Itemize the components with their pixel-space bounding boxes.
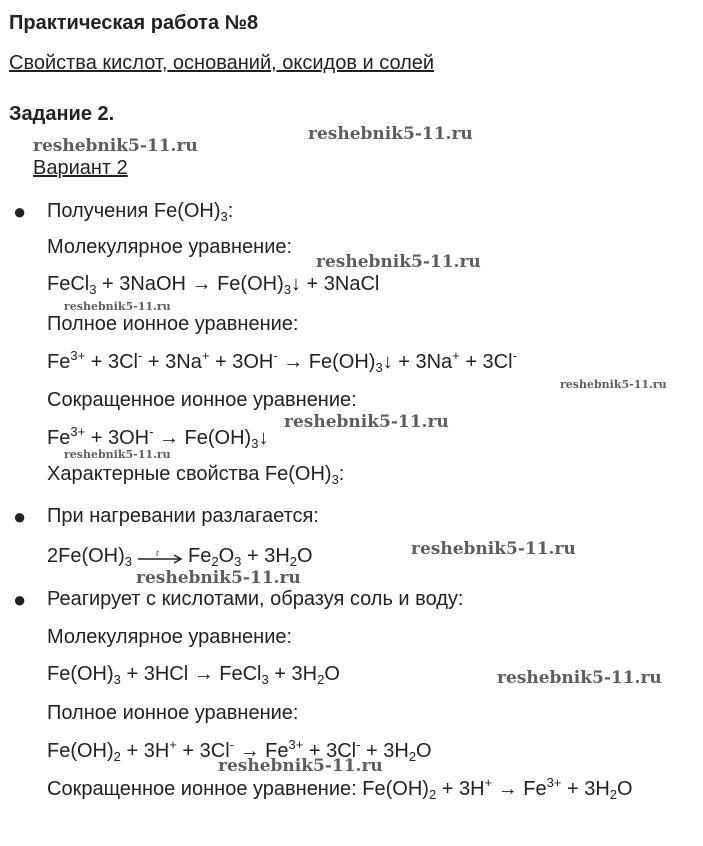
bullet-marker: ●	[13, 504, 27, 529]
page-title: Практическая работа №8	[9, 12, 259, 34]
section3-text: Реагирует с кислотами, образуя соль и воду:	[47, 588, 464, 610]
watermark: reshebnik5-11.ru	[64, 300, 171, 313]
task-heading: Задание 2.	[9, 103, 115, 125]
watermark: reshebnik5-11.ru	[33, 136, 198, 156]
section1-heading: Получения $Fe(OH)_3$:	[47, 200, 234, 224]
section2-text: При нагревании разлагается:	[47, 505, 319, 527]
section1-mol-equation: FeCl$_3$ + 3NaOH → $Fe(OH)_3↓$ + 3NaCl	[47, 273, 380, 297]
svg-text:t: t	[156, 549, 159, 558]
bullet-marker: ●	[13, 199, 27, 224]
section1-short-label: Сокращенное ионное уравнение:	[47, 389, 357, 411]
watermark: reshebnik5-11.ru	[308, 124, 473, 144]
watermark: reshebnik5-11.ru	[316, 252, 481, 272]
variant-label: Вариант 2	[33, 157, 128, 179]
section3-full-label: Полное ионное уравнение:	[47, 702, 299, 724]
watermark: reshebnik5-11.ru	[218, 756, 383, 776]
heat-arrow-icon	[136, 550, 184, 564]
section3-full-equation: $Fe(OH)_2 + 3H^+ + 3Cl^- \to Fe^{3+} + 3Cl^- + 3H_2O$	[47, 737, 432, 764]
section3-mol-label: Молекулярное уравнение:	[47, 626, 293, 648]
watermark: reshebnik5-11.ru	[284, 412, 449, 432]
section1-mol-label: Молекулярное уравнение:	[47, 236, 293, 258]
watermark: reshebnik5-11.ru	[64, 448, 171, 461]
watermark: reshebnik5-11.ru	[560, 378, 667, 391]
watermark: reshebnik5-11.ru	[136, 568, 301, 588]
section1-short-equation: $Fe^{3+} + 3OH^-$ → $Fe(OH)_3↓$	[47, 424, 269, 451]
section3-short-line: Сокращенное ионное уравнение: $Fe(OH)_2 + 3H^+ \to Fe^{3+} + 3H_2O$	[47, 775, 633, 802]
watermark: reshebnik5-11.ru	[497, 668, 662, 688]
section1-full-label: Полное ионное уравнение:	[47, 313, 299, 335]
page-subtitle: Свойства кислот, оснований, оксидов и солей	[9, 52, 435, 74]
section3-short-label: Сокращенное ионное уравнение:	[47, 778, 357, 800]
section1-full-equation: $Fe^{3+} + 3Cl^- + 3Na^+ + 3OH^-$ → $Fe(OH)_3↓ + 3Na^+ + 3Cl^-$	[47, 348, 517, 375]
section1-props-label: Характерные свойства $Fe(OH)_3$:	[47, 463, 345, 487]
section3-mol-equation: $Fe(OH)_3 + 3HCl$ → FeCl$_3$ + $3H_2O$	[47, 663, 340, 687]
watermark: reshebnik5-11.ru	[411, 539, 576, 559]
bullet-marker: ●	[13, 587, 27, 612]
section2-equation: $2Fe(OH)_3$ t $Fe_2O_3 + 3H_2O$	[47, 545, 313, 569]
